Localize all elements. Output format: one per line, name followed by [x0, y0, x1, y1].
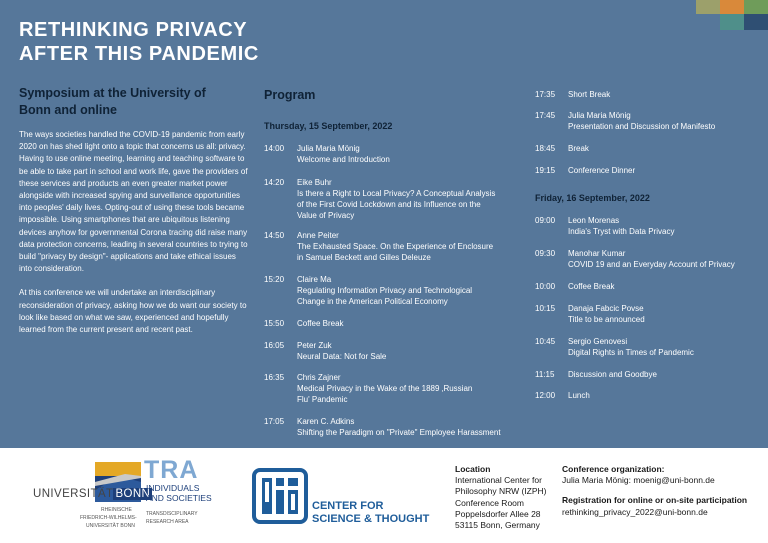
uni-name-b: BONN [115, 488, 151, 500]
entry-line: Coffee Break [297, 319, 344, 328]
schedule-entry [264, 177, 495, 221]
schedule-entry [264, 340, 386, 362]
entry-time: 09:00 [535, 216, 556, 225]
entry-line: in Samuel Beckett and Gilles Deleuze [297, 253, 431, 262]
symposium-subtitle: Symposium at the University of Bonn and online [19, 86, 206, 117]
entry-details [297, 318, 344, 329]
schedule-entry [264, 143, 390, 165]
entry-time: 18:45 [535, 144, 556, 153]
entry-time: 10:45 [535, 337, 556, 346]
entry-time: 15:50 [264, 319, 285, 328]
schedule-entry [535, 215, 674, 237]
entry-line: Regulating Information Privacy and Technological [297, 286, 473, 295]
entry-line: Digital Rights in Times of Pandemic [568, 348, 694, 357]
schedule-entry [535, 303, 645, 325]
schedule-entry [535, 165, 635, 176]
entry-details [568, 369, 657, 380]
entry-line: Danaja Fabcic Povse [568, 304, 644, 313]
title-line-2: AFTER THIS PANDEMIC [19, 43, 259, 65]
entry-line: Short Break [568, 90, 611, 99]
entry-time: 11:15 [535, 370, 555, 379]
corner-square-teal [720, 14, 744, 30]
entry-line: Lunch [568, 391, 590, 400]
entry-time: 14:20 [264, 178, 285, 187]
entry-line: Claire Ma [297, 275, 332, 284]
footer [0, 448, 768, 543]
organization-label: Conference organization: [562, 464, 665, 474]
schedule-entry [535, 336, 694, 358]
entry-line: Peter Zuk [297, 341, 332, 350]
entry-time: 17:35 [535, 90, 556, 99]
entry-line: Coffee Break [568, 282, 615, 291]
organization-contact[interactable]: Julia Maria Mönig: moenig@uni-bonn.de [562, 475, 715, 486]
tra-line-2: AND SOCIETIES [146, 493, 212, 503]
entry-time: 14:00 [264, 144, 285, 153]
entry-line: Neural Data: Not for Sale [297, 352, 387, 361]
entry-line: Julia Maria Mönig [568, 111, 631, 120]
entry-details [568, 165, 635, 176]
entry-line: Break [568, 144, 589, 153]
entry-line: Sergio Genovesi [568, 337, 628, 346]
entry-line: Chris Zajner [297, 373, 341, 382]
location-line-3: Conference Room [455, 497, 524, 508]
entry-line: India's Tryst with Data Privacy [568, 227, 675, 236]
schedule-entry [264, 372, 472, 405]
entry-details [568, 281, 615, 292]
day-2-heading: Friday, 16 September, 2022 [535, 193, 650, 203]
entry-line: Anne Peiter [297, 231, 339, 240]
entry-time: 17:05 [264, 417, 285, 426]
entry-time: 10:15 [535, 304, 556, 313]
entry-time: 09:30 [535, 249, 556, 258]
entry-details [297, 340, 386, 362]
organization-block [562, 464, 747, 518]
entry-line: Flu' Pandemic [297, 395, 348, 404]
entry-details [297, 143, 390, 165]
uni-sub-2: FRIEDRICH-WILHELMS- [80, 515, 137, 521]
intro-paragraph-2: At this conference we will undertake an interdisciplinary reconsideration of privacy, asking how we do want our society to look like based on what we saw, experienced and hopefully learned from the current present and recent past. [19, 288, 247, 335]
entry-details [297, 230, 493, 263]
entry-line: Is there a Right to Local Privacy? A Conceptual Analysis [297, 189, 496, 198]
location-line-4: Poppelsdorfer Allee 28 [455, 508, 541, 519]
schedule-entry [264, 318, 344, 329]
registration-email[interactable]: rethinking_privacy_2022@uni-bonn.de [562, 506, 708, 517]
location-label: Location [455, 464, 491, 474]
entry-line: Eike Buhr [297, 178, 332, 187]
entry-line: Change in the American Political Economy [297, 297, 448, 306]
entry-line: Discussion and Goodbye [568, 370, 657, 379]
tra-line-1: INDIVIDUALS [146, 483, 200, 493]
uni-name-a: UNIVERSITÄT [33, 488, 114, 500]
entry-time: 16:35 [264, 373, 285, 382]
schedule-entry [264, 230, 493, 263]
entry-details [297, 177, 495, 221]
entry-details [568, 215, 674, 237]
schedule-entry [535, 369, 657, 380]
entry-line: Title to be announced [568, 315, 645, 324]
entry-time: 10:00 [535, 282, 556, 291]
cst-emblem-icon [252, 468, 308, 524]
entry-details [568, 390, 590, 401]
location-line-1: International Center for [455, 475, 542, 486]
schedule-entry [535, 390, 590, 401]
entry-details [568, 248, 735, 270]
corner-square-orange [720, 0, 744, 14]
entry-details [297, 372, 472, 405]
program-heading: Program [264, 88, 316, 102]
entry-line: Presentation and Discussion of Manifesto [568, 122, 716, 131]
entry-line: Value of Privacy [297, 211, 355, 220]
location-line-5: 53115 Bonn, Germany [455, 520, 540, 531]
location-block [455, 464, 546, 531]
entry-details [568, 89, 610, 100]
entry-details [568, 143, 589, 154]
tra-big: TRA [144, 456, 199, 484]
entry-line: Shifting the Paradigm on "Private" Employee Harassment [297, 428, 501, 437]
entry-details [297, 274, 472, 307]
registration-label: Registration for online or on-site participation [562, 495, 748, 506]
location-line-2: Philosophy NRW (IZPH) [455, 486, 547, 497]
schedule-entry [535, 281, 615, 292]
entry-line: of the First Covid Lockdown and its Influence on the [297, 200, 481, 209]
intro-paragraph-1: The ways societies handled the COVID-19 pandemic from early 2020 on has shed light onto a topic that concerns us all: privacy. Having to use online meeting, learning and teaching software to be able to take part in school and work life, gave the providers of these services and products an even greater market power alongside with increased spying and surveillance opportunities into peoples' daily lives. Opting-out of using these tools became impossible. Using smartphones that are ubiquitous listening devices anyhow for governmental Corona tracing did raise many data protection concerns, leading in several countries to trying to build "privacy by design"- applications and take ethical issues into consideration. [19, 130, 248, 274]
entry-details [568, 110, 715, 132]
corner-square-olive [696, 0, 720, 14]
entry-line: The Exhausted Space. On the Experience of Enclosure [297, 242, 494, 251]
schedule-entry [264, 416, 501, 438]
schedule-entry [535, 89, 610, 100]
schedule-entry [264, 274, 472, 307]
day-1-heading: Thursday, 15 September, 2022 [264, 121, 393, 131]
cst-line-1: CENTER FOR [312, 500, 384, 512]
schedule-entry [535, 110, 715, 132]
cst-line-2: SCIENCE & THOUGHT [312, 513, 430, 525]
entry-time: 16:05 [264, 341, 285, 350]
intro-text [19, 129, 251, 348]
entry-line: Leon Morenas [568, 216, 620, 225]
entry-time: 12:00 [535, 391, 556, 400]
schedule-entry [535, 143, 589, 154]
entry-line: Conference Dinner [568, 166, 636, 175]
title-line-1: RETHINKING PRIVACY [19, 19, 248, 41]
tra-small-2: RESEARCH AREA [146, 519, 189, 525]
uni-sub-3: UNIVERSITÄT BONN [86, 523, 135, 529]
tra-small-1: TRANSDISCIPLINARY [146, 511, 198, 517]
entry-time: 15:20 [264, 275, 285, 284]
entry-details [568, 336, 694, 358]
entry-time: 19:15 [535, 166, 556, 175]
schedule-entry [535, 248, 735, 270]
event-title [19, 18, 259, 66]
uni-bonn-name [33, 488, 152, 500]
entry-line: Welcome and Introduction [297, 155, 390, 164]
entry-line: Medical Privacy in the Wake of the 1889 ‚Russian [297, 384, 473, 393]
corner-square-green [744, 0, 768, 14]
entry-line: Karen C. Adkins [297, 417, 355, 426]
entry-time: 14:50 [264, 231, 285, 240]
entry-line: COVID 19 and an Everyday Account of Privacy [568, 260, 735, 269]
entry-details [568, 303, 645, 325]
entry-time: 17:45 [535, 111, 556, 120]
corner-square-navy [744, 14, 768, 30]
uni-sub-1: RHEINISCHE [101, 507, 132, 513]
entry-line: Manohar Kumar [568, 249, 626, 258]
entry-line: Julia Maria Mönig [297, 144, 360, 153]
entry-details [297, 416, 501, 438]
